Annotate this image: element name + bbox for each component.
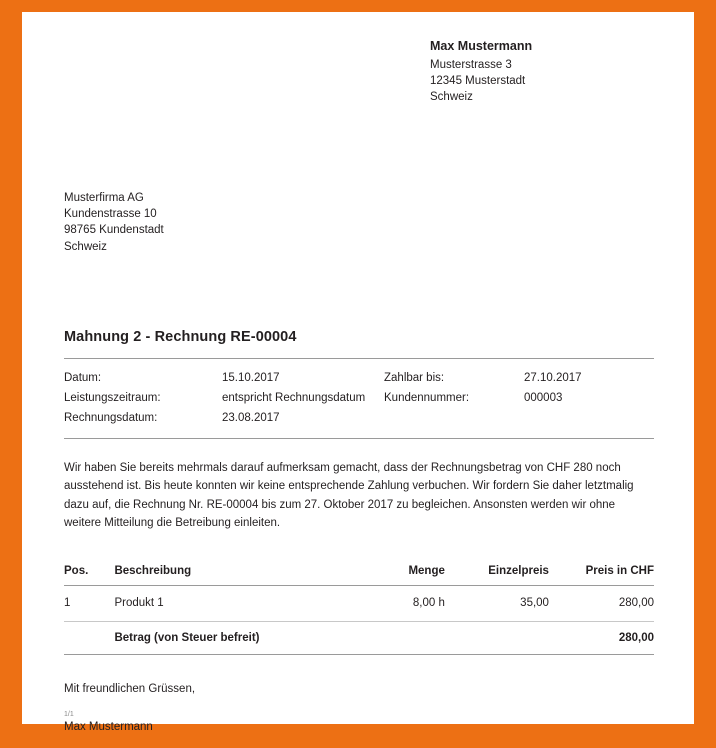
meta-label-empty [384,408,524,428]
cell-quantity: 8,00 h [344,586,445,621]
page-number: 1/1 [64,711,74,719]
total-value: 280,00 [549,621,654,654]
meta-label-zahlbar: Zahlbar bis: [384,371,445,384]
cell-unit-price: 35,00 [445,586,549,621]
meta-value-zahlbar: 27.10.2017 [524,371,582,384]
recipient-street: Kundenstrasse 10 [64,208,157,221]
cell-total: 280,00 [549,586,654,621]
cell-description: Produkt 1 [114,586,343,621]
meta-row [64,368,654,388]
meta-row [64,388,654,408]
table-total-row [64,621,654,654]
recipient-company: Musterfirma AG [64,191,144,204]
recipient-city: 98765 Kundenstadt [64,224,164,237]
total-empty-2 [445,621,549,654]
invoice-meta-table [64,368,654,429]
meta-label-rechnungsdatum: Rechnungsdatum: [64,412,158,425]
line-items-table [64,559,654,655]
meta-value-datum: 15.10.2017 [222,371,280,384]
header-pos: Pos. [64,559,114,586]
closing-greeting: Mit freundlichen Grüssen, [64,683,196,696]
table-row [64,586,654,621]
meta-label-leistungszeitraum: Leistungszeitraum: [64,391,161,404]
document-page [22,12,694,734]
header-description: Beschreibung [114,559,343,586]
sender-name: Max Mustermann [430,39,533,53]
document-title: Mahnung 2 - Rechnung RE-00004 [64,329,297,346]
meta-value-empty [524,408,654,428]
invoice-sheet [22,12,694,734]
sender-city: 12345 Musterstadt [430,75,526,88]
meta-label-datum: Datum: [64,371,102,384]
recipient-country: Schweiz [64,240,107,253]
total-label: Betrag (von Steuer befreit) [114,621,343,654]
sender-country: Schweiz [430,91,473,104]
cell-pos: 1 [64,586,114,621]
invoice-meta-section [64,358,654,439]
closing-signature: Max Mustermann [64,721,153,734]
meta-value-rechnungsdatum: 23.08.2017 [222,412,280,425]
total-empty-1 [344,621,445,654]
recipient-address-block [64,190,654,255]
header-unit-price: Einzelpreis [445,559,549,586]
total-spacer [64,621,114,654]
table-header-row [64,559,654,586]
line-items-section [64,559,654,655]
closing-block [64,681,654,736]
header-total: Preis in CHF [549,559,654,586]
header-quantity: Menge [344,559,445,586]
meta-row [64,408,654,428]
meta-label-kundennummer: Kundennummer: [384,391,470,404]
line-items-header [64,559,654,586]
line-items-body [64,586,654,655]
sender-address-block [430,38,630,106]
sender-street: Musterstrasse 3 [430,58,512,71]
reminder-body-text: Wir haben Sie bereits mehrmals darauf aufmerksam gemacht, dass der Rechnungsbetrag von CHF 280 noch ausstehend ist. Bis heute konnten wir keine entsprechende Zahlung verbuchen. Wir fordern Sie daher letztmalig dazu auf, die Rechnung Nr. RE-00004 bis zum 27. Oktober 2017 zu begleichen. Ansonsten werden wir ohne weitere Mitteilung die Betreibung einleiten. [64,461,634,530]
meta-value-leistungszeitraum: entspricht Rechnungsdatum [222,391,366,404]
meta-value-kundennummer: 000003 [524,391,563,404]
